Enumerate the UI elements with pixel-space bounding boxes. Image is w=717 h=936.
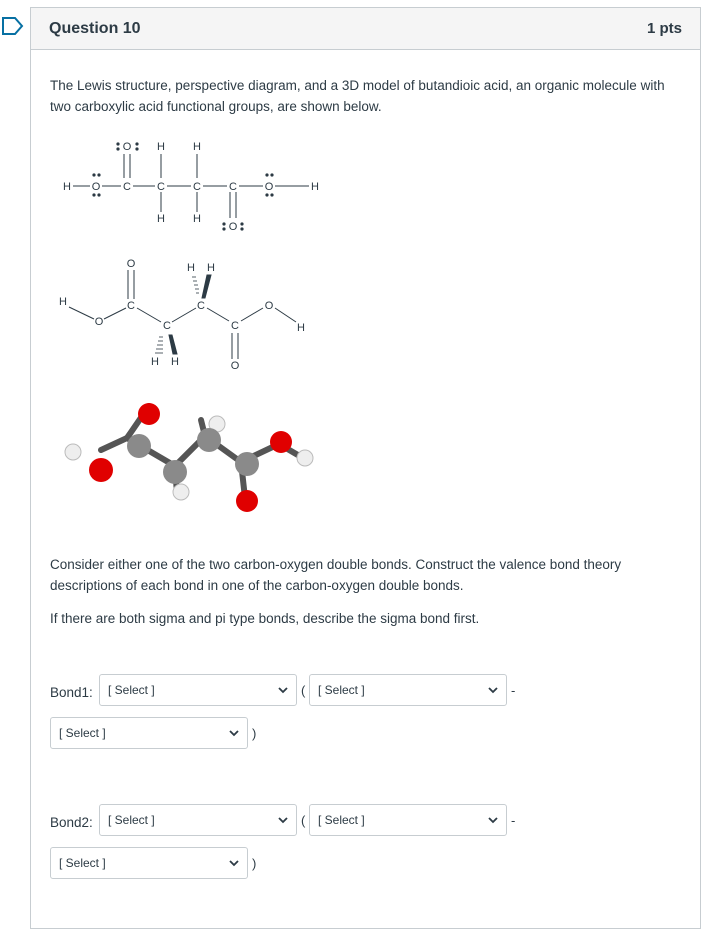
chevron-down-icon	[488, 685, 498, 695]
question-header	[31, 8, 700, 50]
perspective-atom: C	[197, 300, 205, 312]
perspective-diagram	[51, 253, 351, 373]
select-text: [ Select ]	[59, 726, 106, 740]
lewis-structure	[51, 130, 351, 236]
bond1-select-c[interactable]	[50, 717, 248, 749]
flag-icon[interactable]	[2, 17, 24, 35]
question-title: Question 10	[49, 19, 141, 37]
question-prompt: Consider either one of the two carbon-oxygen double bonds. Construct the valence bond theory descriptions of each bond in one of the carbon-oxygen double bonds.	[50, 557, 622, 593]
perspective-atom: H	[171, 356, 179, 368]
dash: -	[511, 813, 516, 828]
lewis-atom: H	[193, 141, 201, 153]
select-text: [ Select ]	[318, 813, 365, 827]
close-paren: )	[252, 726, 257, 741]
carbon-atom	[197, 428, 221, 452]
chevron-down-icon	[278, 815, 288, 825]
chevron-down-icon	[488, 815, 498, 825]
oxygen-atom	[89, 458, 113, 482]
lewis-atom: O	[122, 141, 132, 153]
lewis-atom: O	[228, 221, 238, 233]
oxygen-atom	[236, 490, 258, 512]
question-instruction: If there are both sigma and pi type bonds, describe the sigma bond first.	[50, 611, 480, 626]
bond1-label: Bond1:	[50, 685, 93, 700]
close-paren: )	[252, 856, 257, 871]
lewis-atom: C	[123, 181, 131, 193]
perspective-atom: C	[127, 300, 135, 312]
select-text: [ Select ]	[108, 683, 155, 697]
select-text: [ Select ]	[108, 813, 155, 827]
perspective-atom: H	[297, 322, 305, 334]
bond2-select-b[interactable]	[309, 804, 507, 836]
lewis-atom: O	[91, 181, 101, 193]
perspective-atom: H	[207, 262, 215, 274]
perspective-atom: O	[126, 258, 136, 270]
bond2-label: Bond2:	[50, 815, 93, 830]
dash: -	[511, 683, 516, 698]
3d-model	[51, 386, 351, 516]
chevron-down-icon	[229, 728, 239, 738]
bond1-select-b[interactable]	[309, 674, 507, 706]
perspective-atom: O	[264, 300, 274, 312]
bond2-select-c[interactable]	[50, 847, 248, 879]
oxygen-atom	[138, 403, 160, 425]
question-intro: The Lewis structure, perspective diagram, and a 3D model of butandioic acid, an organic molecule with two carboxylic acid functional groups, are shown below.	[50, 78, 665, 114]
hydrogen-atom	[297, 450, 313, 466]
carbon-atom	[127, 434, 151, 458]
question-points: 1 pts	[646, 20, 682, 37]
chevron-down-icon	[229, 858, 239, 868]
lewis-atom: O	[264, 181, 274, 193]
lewis-atom: C	[193, 181, 201, 193]
chevron-down-icon	[278, 685, 288, 695]
lewis-atom: C	[157, 181, 165, 193]
select-text: [ Select ]	[59, 856, 106, 870]
perspective-atom: O	[230, 360, 240, 372]
question-card	[30, 7, 701, 929]
open-paren: (	[301, 683, 306, 698]
lewis-atom: H	[311, 181, 319, 193]
perspective-atom: C	[231, 320, 239, 332]
hydrogen-atom	[173, 484, 189, 500]
perspective-atom: C	[163, 320, 171, 332]
hydrogen-atom	[65, 444, 81, 460]
perspective-atom: H	[151, 356, 159, 368]
lewis-atom: H	[157, 141, 165, 153]
open-paren: (	[301, 813, 306, 828]
select-text: [ Select ]	[318, 683, 365, 697]
carbon-atom	[163, 460, 187, 484]
bond1-select-a[interactable]	[99, 674, 297, 706]
carbon-atom	[235, 452, 259, 476]
lewis-atom: H	[63, 181, 71, 193]
lewis-atom: H	[157, 213, 165, 225]
perspective-atom: O	[94, 316, 104, 328]
oxygen-atom	[270, 431, 292, 453]
perspective-atom: H	[59, 296, 67, 308]
lewis-atom: H	[193, 213, 201, 225]
lewis-atom: C	[229, 181, 237, 193]
perspective-atom: H	[187, 262, 195, 274]
bond2-select-a[interactable]	[99, 804, 297, 836]
